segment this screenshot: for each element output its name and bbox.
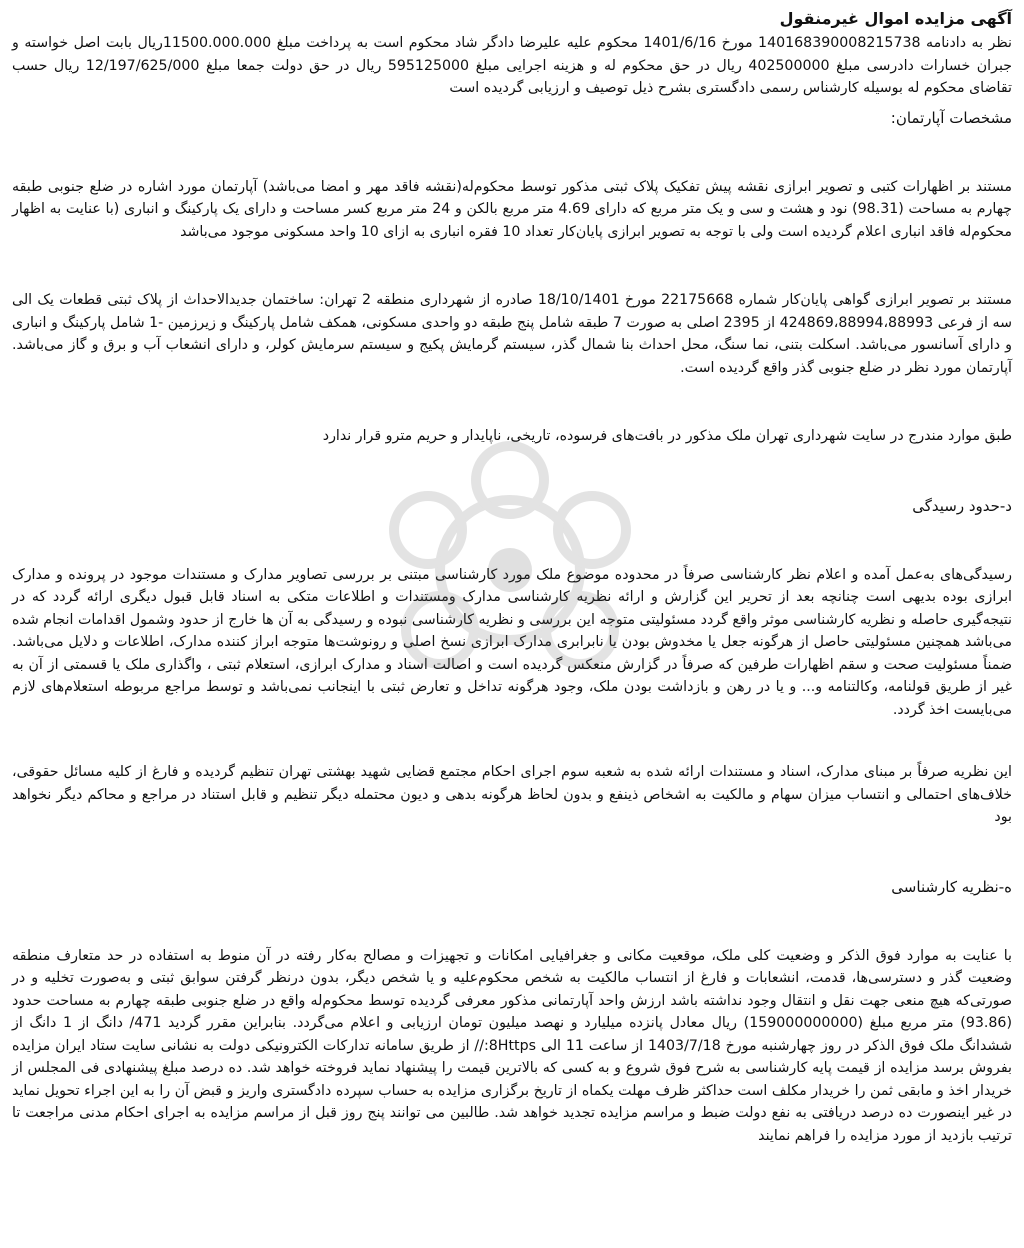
municipality-status-paragraph: طبق موارد مندرج در سایت شهرداری تهران ملک مذکور در بافت‌های فرسوده، تاریخی، ناپایدار و حریم مترو قرار ندارد xyxy=(322,428,1012,444)
notice-title: آگهی مزایده اموال غیرمنقول xyxy=(779,9,1012,28)
opinion-basis-paragraph: این نظریه صرفاً بر مبنای مدارک، اسناد و مستندات ارائه شده به شعبه سوم اجرای احکام مجتمع قضایی شهید بهشتی تهران تنظیم گردیده و فارغ از کلیه مسائل حقوقی، خلاف‌های احتمالی و انتساب میزان سهام و مالکیت به اشخاص ذینفع و بدون لحاظ هرگونه بدهی و دیون محتمله دیگر تنظیم و قابل استناد در مراجع و محاکم دیگر نخواهد بود xyxy=(12,764,1012,825)
intro-paragraph: نظر به دادنامه 140168390008215738 مورخ 1401/6/16 محکوم علیه علیرضا دادگر شاد محکوم است به پرداخت مبلغ 11500.000.000ریال بابت اصل خواسته و جبران خسارات دادرسی مبلغ 402500000 ریال در حق محکوم له و هزینه اجرایی مبلغ 595125000 ریال در حق دولت جمعا مبلغ 12/197/625/000 ریال حسب تقاضای محکوم له بوسیله کارشناس رسمی دادگستری بشرح ذیل توصیف و ارزیابی گردیده است xyxy=(12,35,1012,96)
apartment-description-paragraph: مستند بر اظهارات کتبی و تصویر ابرازی نقشه پیش تفکیک پلاک ثبتی مذکور توسط محکوم‌له(نقشه فاقد مهر و امضا می‌باشد) آپارتمان مورد اشاره در ضلع جنوبی طبقه چهارم به مساحت (98.31) نود و هشت و سی و یک متر مربع که دارای 4.69 متر مربع بالکن و 24 متر مربع کسر مساحت و دارای یک پارکینگ و انباری (با عنایت به اظهار محکوم‌له فاقد انباری اعلام گردیده است ولی با توجه به تصویر ابرازی پایان‌کار تعداد 10 فقره انباری به ازای 10 واحد مسکونی موجود می‌باشد xyxy=(12,178,1012,240)
scope-paragraph: رسیدگی‌های به‌عمل آمده و اعلام نظر کارشناسی صرفاً در محدوده موضوع ملک مورد کارشناسی مبتنی بر بررسی تصاویر مدارک و مستندات موجود در پرونده و مدارک ابرازی بوده بدیهی است چنانچه بعد از تحریر این گزارش و ارائه نظریه کارشناسی مدارک ومستندات و اطلاعات متکی به اسناد قابل قبول دیگری ارائه گردد که در نتیجه‌گیری حاصله و نظریه کارشناسی موثر واقع گردد مسئولیتی متوجه این بررسی و نظریه کارشناسی نبوده و رسیدگی به آن ها خارج از حدود وشمول اقدامات انجام شده می‌باشد همچنین مسئولیتی حاصل از هرگونه جعل یا مخدوش بودن یا نابرابری مدارک ابرازی نسخ اصلی و رونوشت‌ها متوجه ابراز کننده مدارک، اطلاعات و دلایل می‌باشد. ضمناً مسئولیت صحت و سقم اظهارات طرفین که صرفاً در گزارش منعکس گردیده است و اصالت اسناد و مدارک ابرازی، استعلام ثبتی ، واگذاری ملک یا قسمتی از آن به غیر از طریق قولنامه، وکالتنامه و... و یا در رهن و بازداشت بودن ملک، وجود هرگونه تداخل و تعارض ثبتی با اینجانب نمی‌باشد و توسط مراجع مربوطه استعلام‌های لازم می‌بایست اخذ گردد. xyxy=(12,566,1012,718)
expert-opinion-paragraph: با عنایت به موارد فوق الذکر و وضعیت کلی ملک، موقعیت مکانی و جغرافیایی امکانات و تجهیزات و مصالح به‌کار رفته در آن منوط به استفاده در حد متعارف منطقه وضعیت گذر و دسترسی‌ها، قدمت، انشعابات و فارغ از انتساب مالکیت به شخص محکوم‌علیه و یا شخص دیگر، بدون درنظر گرفتن سوابق ثبتی و به‌صورت تخلیه و در صورتی‌که هیچ منعی جهت نقل و انتقال وجود نداشته باشد ارزش واحد آپارتمانی مذکور معرفی گردیده توسط محکوم‌له واقع در ضلع جنوبی طبقه چهارم به مساحت حدود (93.86) متر مربع مبلغ (159000000000) ریال معادل پانزده میلیارد و نهصد میلیون تومان ارزیابی و اعلام می‌گردد. بنابراین مقرر گردید 471/ دانگ از 1 دانگ از ششدانگ ملک فوق الذکر در روز چهارشنبه مورخ 1403/7/18 از ساعت 11 الی 8Https:// از طریق سامانه تدارکات الکترونیکی دولت به نشانی سایت ستاد ایران مزایده بفروش برسد مزایده از قیمت پایه کارشناسی به شرح فوق شروع و به کسی که بالاترین قیمت را پیشنهاد نماید فروخته خواهد شد. ده درصد مبلغ پیشنهادی فی المجلس از خریدار اخذ و مابقی ثمن را خریدار مکلف است حداکثر ظرف مهلت یکماه از تاریخ برگزاری مزایده به حساب سپرده دادگستری واریز و قبض آن را به این اجراء تحویل نماید در غیر اینصورت ده درصد دریافتی به نفع دولت ضبط و مراسم مزایده تجدید خواهد شد. طالبین می توانند پنج روز قبل از مراسم مزایده به اجرای احکام مدنی مراجعت تا ترتیب بازدید از مورد مزایده را فراهم نمایند xyxy=(12,947,1012,1144)
expert-opinion-heading: ه-نظریه کارشناسی xyxy=(891,877,1012,896)
apartment-heading: مشخصات آپارتمان: xyxy=(890,108,1012,127)
building-description-paragraph: مستند بر تصویر ابرازی گواهی پایان‌کار شماره 22175668 مورخ 18/10/1401 صادره از شهرداری منطقه 2 تهران: ساختمان جدیدالاحداث از پلاک ثبتی قطعات یک الی سه از فرعی 424869،88994،88993 از 2395 اصلی به صورت 7 طبقه شامل پنج طبقه دو واحدی مسکونی، همکف شامل پارکینگ و زیرزمین -1 شامل پارکینگ و انباری و دارای آسانسور می‌باشد. اسکلت بتنی، نما سنگ، محل احداث بنا شمال گذر، سیستم گرمایش پکیج و سیستم سرمایش کولر، و دارای انشعاب آب و برق و گاز می‌باشد. آپارتمان مورد نظر در ضلع جنوبی گذر واقع گردیده است. xyxy=(12,292,1012,376)
scope-heading: د-حدود رسیدگی xyxy=(912,496,1012,515)
